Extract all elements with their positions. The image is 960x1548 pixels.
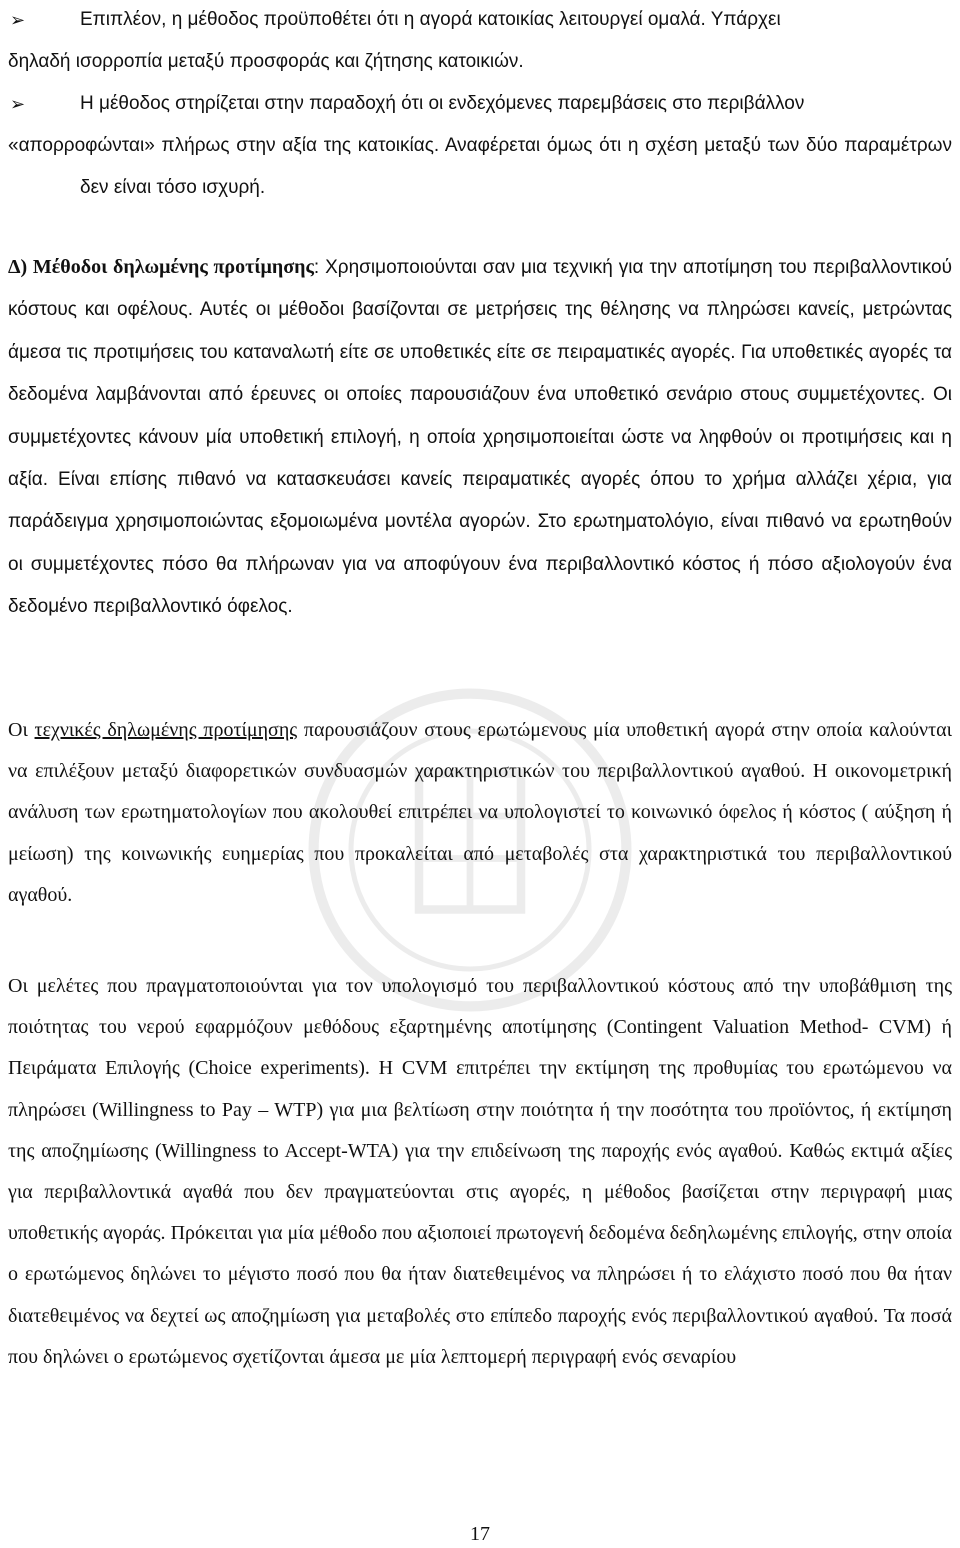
section-d [8, 246, 952, 629]
bullet-text-rest: «απορροφώνται» πλήρως στην αξία της κατοικίας. Αναφέρεται όμως ότι η σχέση μεταξύ των δύο παραμέτρων δεν είναι τόσο ισχυρή. [8, 135, 952, 198]
paragraph-studies [8, 966, 952, 1378]
paragraph-techniques [8, 710, 952, 916]
paragraph-3: Οι μελέτες που πραγματοποιούνται για τον υπολογισμό του περιβαλλοντικού κόστους από την υποβάθμιση της ποιότητας του νερού εφαρμόζουν μεθόδους εξαρτημένης αποτίμησης (Contingent Valuation Method- CVM) ή Πειράματα Επιλογής (Choice experiments). Η CVM επιτρέπει την εκτίμηση της προθυμίας του ερωτώμενου να πληρώσει (Willingness to Pay – WTP) για μια βελτίωση στην ποιότητα ή την ποσότητα του προϊόντος, ή εκτίμηση της αποζημίωσης (Willingness to Accept-WTA) για την επιδείνωση της παροχής ενός αγαθού. Καθώς εκτιμά αξίες για περιβαλλοντικά αγαθά που δεν πραγματεύονται στις αγορές, η μέθοδος βασίζεται στην περιγραφή μιας υποθετικής αγοράς. Πρόκειται για μία μέθοδο που αξιοποιεί πρωτογενή δεδομένα δεδηλωμένης επιλογής, στην οποία ο ερωτώμενος δηλώνει το μέγιστο ποσό που θα ήταν διατεθειμένος να πληρώσει ή το ελάχιστο ποσό που θα ήταν διατεθειμένος να δεχτεί ως αποζημίωση για μεταβολές στο επίπεδο παροχής ενός περιβαλλοντικού αγαθού. Τα ποσά που δηλώνει ο ερωτώμενος σχετίζονται άμεσα με μία λεπτομερή περιγραφή ενός σεναρίου [8, 975, 952, 1368]
underlined-term: τεχνικές δηλωμένης προτίμησης [34, 719, 298, 741]
bullet-text-first: Επιπλέον, η μέθοδος προϋποθέτει ότι η αγορά κατοικίας λειτουργεί ομαλά. Υπάρχει [80, 9, 781, 30]
bullet-list [8, 0, 952, 209]
bullet-text-rest: δηλαδή ισορροπία μεταξύ προσφοράς και ζήτησης κατοικιών. [8, 51, 524, 72]
section-d-paragraph [8, 246, 952, 629]
arrow-bullet-icon: ➢ [10, 94, 26, 114]
page-number: 17 [470, 1523, 490, 1545]
arrow-bullet-icon: ➢ [10, 10, 26, 30]
bullet-item [8, 0, 952, 83]
paragraph-2-body: παρουσιάζουν στους ερωτώμενους μία υποθετική αγορά στην οποία καλούνται να επιλέξουν μεταξύ διαφορετικών συνδυασμών χαρακτηριστικών του περιβαλλοντικού αγαθού. Η οικονομετρική ανάλυση των ερωτηματολογίων που ακολουθεί επιτρέπει να υπολογιστεί το κοινωνικό όφελος ή κόστος ( αύξηση ή μείωση) της κοινωνικής ευημερίας που προκαλείται από μεταβολές στα χαρακτηριστικά του περιβαλλοντικού αγαθού. [8, 719, 952, 906]
paragraph-2-lead: Οι [8, 719, 35, 741]
section-d-body: : Χρησιμοποιούνται σαν μια τεχνική για την αποτίμηση του περιβαλλοντικού κόστους και οφέλους. Αυτές οι μέθοδοι βασίζονται σε μετρήσεις της θέλησης να πληρώσει κανείς, μετρώντας άμεσα τις προτιμήσεις του καταναλωτή είτε σε υποθετικές είτε σε πειραματικές αγορές. Για υποθετικές αγορές τα δεδομένα λαμβάνονται από έρευνες οι οποίες παρουσιάζουν ένα υποθετικό σενάριο στους συμμετέχοντες. Οι συμμετέχοντες κάνουν μία υποθετική επιλογή, η οποία χρησιμοποιείται ώστε να ληφθούν οι προτιμήσεις και η αξία. Είναι επίσης πιθανό να κατασκευάσει κανείς πειραματικές αγορές όπου το χρήμα αλλάζει χέρια, για παράδειγμα χρησιμοποιώντας εξομοιωμένα μοντέλα αγορών. Στο ερωτηματολόγιο, είναι πιθανό να ερωτηθούν οι συμμετέχοντες πόσο θα πλήρωναν για να αποφύγουν ένα περιβαλλοντικό κόστος ή πόσο αξιολογούν ένα δεδομένο περιβαλλοντικό όφελος. [8, 257, 952, 618]
paragraph-2 [8, 710, 952, 916]
section-heading: Δ) Μέθοδοι δηλωμένης προτίμησης [8, 256, 314, 278]
bullet-text-first: Η μέθοδος στηρίζεται στην παραδοχή ότι οι ενδεχόμενες παρεμβάσεις στο περιβάλλον [80, 93, 805, 114]
bullet-item [8, 83, 952, 209]
